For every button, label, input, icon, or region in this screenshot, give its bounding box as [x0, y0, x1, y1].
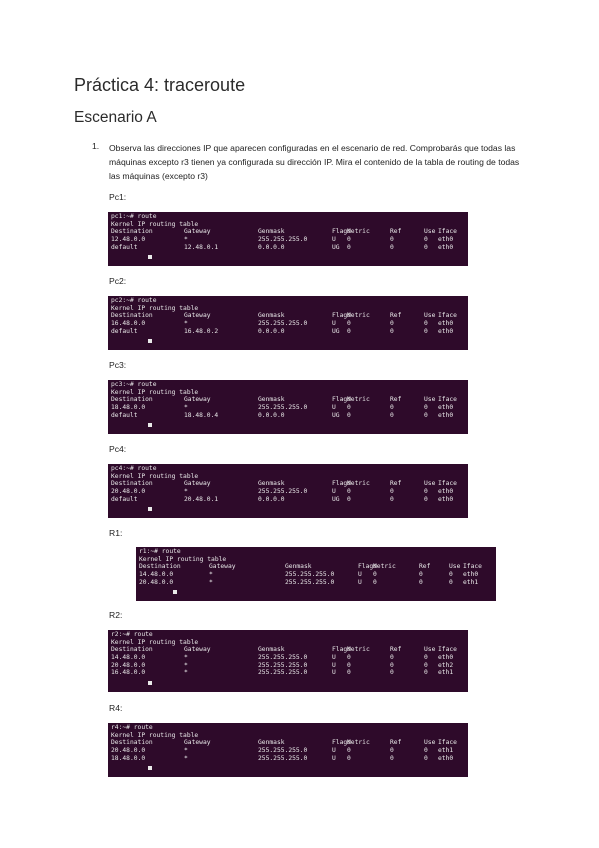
terminal-header-row	[111, 739, 465, 747]
machine-label: R2:	[109, 610, 123, 620]
cell-use: 0	[424, 661, 428, 669]
cell-iface: eth1	[438, 747, 454, 755]
cell-iface: eth0	[438, 320, 454, 328]
cell-gw: *	[209, 571, 213, 579]
cell-mask: 255.255.255.0	[258, 747, 308, 755]
cell-iface: eth0	[438, 488, 454, 496]
cell-mask: 255.255.255.0	[285, 571, 335, 579]
cell-ref: 0	[390, 243, 394, 251]
cell-flags: U	[358, 578, 362, 586]
cell-mask: 255.255.255.0	[258, 669, 308, 677]
terminal-prompt: r2:~# route	[111, 631, 153, 638]
cell-gw: *	[184, 404, 188, 412]
cell-iface: eth1	[463, 578, 479, 586]
cell-use: Use	[424, 646, 436, 654]
routing-row	[111, 496, 465, 504]
cell-ref: Ref	[390, 646, 402, 654]
terminal-prompt: pc4:~# route	[111, 465, 157, 472]
cell-gw: 20.48.0.1	[184, 495, 219, 503]
cell-gw: *	[184, 236, 188, 244]
cell-ref: 0	[419, 571, 423, 579]
cell-flags: Flags	[332, 739, 351, 747]
cell-iface: Iface	[438, 396, 457, 404]
cell-metric: Metric	[347, 739, 370, 747]
terminal-cursor-line	[139, 586, 493, 594]
cell-flags: U	[332, 404, 336, 412]
routing-row	[111, 244, 465, 252]
cell-flags: Flags	[332, 480, 351, 488]
cell-ref: 0	[390, 654, 394, 662]
cell-dest: 20.48.0.0	[111, 747, 146, 755]
cell-use: 0	[424, 404, 428, 412]
cell-dest: 16.48.0.0	[111, 669, 146, 677]
cell-dest: 12.48.0.0	[111, 236, 146, 244]
cell-iface: eth0	[438, 243, 454, 251]
cell-ref: 0	[390, 661, 394, 669]
terminal-prompt: pc1:~# route	[111, 213, 157, 220]
cell-iface: eth0	[438, 411, 454, 419]
cell-iface: eth0	[438, 236, 454, 244]
cell-dest: 14.48.0.0	[139, 571, 174, 579]
terminal-header-row	[111, 480, 465, 488]
cursor-icon	[148, 681, 152, 685]
cursor-icon	[148, 766, 152, 770]
cell-flags: U	[332, 488, 336, 496]
cell-dest: Destination	[111, 396, 153, 404]
cell-use: 0	[424, 669, 428, 677]
cell-iface: eth0	[438, 327, 454, 335]
cell-gw: *	[184, 669, 188, 677]
cell-flags: U	[332, 320, 336, 328]
cell-metric: 0	[347, 320, 351, 328]
routing-row	[111, 669, 465, 677]
cell-dest: 20.48.0.0	[111, 488, 146, 496]
cell-ref: Ref	[390, 480, 402, 488]
terminal-prompt: pc2:~# route	[111, 297, 157, 304]
cell-gw: *	[184, 661, 188, 669]
cell-dest: 16.48.0.0	[111, 320, 146, 328]
cell-ref: 0	[390, 669, 394, 677]
cell-mask: Genmask	[258, 396, 285, 404]
cell-gw: *	[184, 654, 188, 662]
cell-metric: 0	[347, 495, 351, 503]
routing-row	[111, 320, 465, 328]
cell-metric: Metric	[347, 228, 370, 236]
terminal-cursor-line	[111, 762, 465, 770]
cell-iface: Iface	[438, 228, 457, 236]
cell-gw: *	[184, 747, 188, 755]
terminal-kernel-line: Kernel IP routing table	[111, 731, 199, 739]
cell-dest: Destination	[111, 646, 153, 654]
cell-iface: eth2	[438, 661, 454, 669]
cursor-icon	[148, 423, 152, 427]
machine-label: Pc2:	[109, 276, 127, 286]
cell-ref: 0	[390, 404, 394, 412]
terminal-kernel-line: Kernel IP routing table	[139, 555, 227, 563]
cell-ref: 0	[390, 320, 394, 328]
cell-gw: *	[184, 488, 188, 496]
cell-metric: Metric	[373, 563, 396, 571]
cell-flags: U	[332, 236, 336, 244]
cell-metric: 0	[347, 243, 351, 251]
cursor-icon	[148, 339, 152, 343]
routing-row	[139, 571, 493, 579]
cell-gw: *	[209, 578, 213, 586]
cell-flags: UG	[332, 411, 340, 419]
cell-flags: U	[332, 654, 336, 662]
cell-use: Use	[449, 563, 461, 571]
section-heading: Escenario A	[74, 109, 157, 126]
cell-use: 0	[449, 578, 453, 586]
cell-flags: Flags	[332, 228, 351, 236]
cell-flags: UG	[332, 327, 340, 335]
cell-use: 0	[449, 571, 453, 579]
cursor-icon	[173, 590, 177, 594]
terminal-kernel-line: Kernel IP routing table	[111, 472, 199, 480]
cell-use: 0	[424, 654, 428, 662]
cell-mask: 0.0.0.0	[258, 495, 285, 503]
cell-gw: Gateway	[184, 396, 211, 404]
cell-use: 0	[424, 327, 428, 335]
terminal-screenshot	[108, 380, 468, 434]
cell-metric: 0	[347, 669, 351, 677]
cell-ref: Ref	[390, 396, 402, 404]
terminal-kernel-line: Kernel IP routing table	[111, 388, 199, 396]
cell-dest: 18.48.0.0	[111, 404, 146, 412]
cell-ref: 0	[390, 236, 394, 244]
cell-flags: U	[332, 661, 336, 669]
routing-row	[111, 404, 465, 412]
cell-iface: eth1	[438, 669, 454, 677]
cell-flags: Flags	[332, 396, 351, 404]
cell-flags: U	[332, 747, 336, 755]
machine-label: R1:	[109, 528, 123, 538]
cell-use: 0	[424, 411, 428, 419]
terminal-header-row	[139, 563, 493, 571]
cell-use: 0	[424, 236, 428, 244]
machine-label: Pc4:	[109, 444, 127, 454]
cell-metric: Metric	[347, 312, 370, 320]
terminal-screenshot	[108, 296, 468, 350]
cell-ref: 0	[390, 411, 394, 419]
cell-iface: Iface	[438, 739, 457, 747]
cell-metric: 0	[347, 404, 351, 412]
cell-ref: Ref	[390, 228, 402, 236]
cell-use: Use	[424, 396, 436, 404]
routing-row	[111, 328, 465, 336]
cell-iface: eth0	[438, 754, 454, 762]
cell-gw: Gateway	[209, 563, 236, 571]
cell-use: 0	[424, 320, 428, 328]
cell-ref: Ref	[419, 563, 431, 571]
cell-flags: UG	[332, 243, 340, 251]
cell-use: Use	[424, 739, 436, 747]
cell-metric: 0	[347, 661, 351, 669]
cell-mask: 255.255.255.0	[258, 654, 308, 662]
cell-gw: 18.48.0.4	[184, 411, 219, 419]
terminal-screenshot	[108, 630, 468, 692]
cell-gw: 16.48.0.2	[184, 327, 219, 335]
cell-mask: 255.255.255.0	[285, 578, 335, 586]
terminal-prompt: r1:~# route	[139, 548, 181, 555]
terminal-kernel-line: Kernel IP routing table	[111, 638, 199, 646]
cell-flags: Flags	[332, 646, 351, 654]
cell-dest: Destination	[111, 228, 153, 236]
cell-iface: Iface	[438, 646, 457, 654]
cell-flags: Flags	[358, 563, 377, 571]
routing-row	[139, 579, 493, 587]
machine-label: Pc3:	[109, 360, 127, 370]
cell-dest: default	[111, 495, 138, 503]
cell-ref: 0	[390, 327, 394, 335]
terminal-header-row	[111, 312, 465, 320]
cell-dest: default	[111, 327, 138, 335]
cell-iface: eth0	[438, 404, 454, 412]
cell-metric: Metric	[347, 480, 370, 488]
cell-dest: 20.48.0.0	[139, 578, 174, 586]
machine-label: R4:	[109, 703, 123, 713]
machine-label: Pc1:	[109, 192, 127, 202]
cell-ref: 0	[390, 754, 394, 762]
routing-row	[111, 755, 465, 763]
page-title: Práctica 4: traceroute	[74, 75, 246, 95]
cell-use: 0	[424, 243, 428, 251]
cell-gw: Gateway	[184, 480, 211, 488]
cell-flags: Flags	[332, 312, 351, 320]
cursor-icon	[148, 507, 152, 511]
terminal-cursor-line	[111, 419, 465, 427]
terminal-header-row	[111, 396, 465, 404]
terminal-screenshot	[136, 547, 496, 601]
cell-dest: 20.48.0.0	[111, 661, 146, 669]
cell-iface: eth0	[438, 495, 454, 503]
cell-dest: Destination	[139, 563, 181, 571]
cell-gw: 12.48.0.1	[184, 243, 219, 251]
cell-mask: 0.0.0.0	[258, 243, 285, 251]
terminal-screenshot	[108, 212, 468, 266]
cell-flags: U	[358, 571, 362, 579]
cell-dest: Destination	[111, 312, 153, 320]
cell-use: 0	[424, 754, 428, 762]
cell-metric: 0	[347, 327, 351, 335]
cell-dest: Destination	[111, 739, 153, 747]
cell-iface: Iface	[438, 480, 457, 488]
cell-use: Use	[424, 480, 436, 488]
routing-row	[111, 412, 465, 420]
cursor-icon	[148, 255, 152, 259]
cell-dest: 18.48.0.0	[111, 754, 146, 762]
cell-use: Use	[424, 312, 436, 320]
cell-gw: Gateway	[184, 646, 211, 654]
terminal-cursor-line	[111, 503, 465, 511]
cell-flags: U	[332, 669, 336, 677]
cell-metric: 0	[347, 654, 351, 662]
cell-mask: 255.255.255.0	[258, 236, 308, 244]
cell-use: Use	[424, 228, 436, 236]
cell-dest: Destination	[111, 480, 153, 488]
cell-iface: eth0	[463, 571, 479, 579]
cell-metric: 0	[347, 411, 351, 419]
cell-gw: Gateway	[184, 739, 211, 747]
terminal-header-row	[111, 646, 465, 654]
cell-mask: 255.255.255.0	[258, 404, 308, 412]
cell-ref: 0	[390, 488, 394, 496]
routing-row	[111, 236, 465, 244]
cell-mask: 255.255.255.0	[258, 661, 308, 669]
cell-mask: 255.255.255.0	[258, 320, 308, 328]
cell-mask: Genmask	[258, 228, 285, 236]
cell-mask: 255.255.255.0	[258, 488, 308, 496]
cell-iface: eth0	[438, 654, 454, 662]
terminal-cursor-line	[111, 335, 465, 343]
terminal-screenshot	[108, 723, 468, 777]
cell-mask: Genmask	[258, 646, 285, 654]
cell-dest: default	[111, 411, 138, 419]
cell-metric: 0	[347, 754, 351, 762]
cell-mask: Genmask	[258, 480, 285, 488]
cell-mask: Genmask	[258, 312, 285, 320]
routing-row	[111, 488, 465, 496]
cell-metric: Metric	[347, 396, 370, 404]
cell-mask: Genmask	[285, 563, 312, 571]
cell-gw: Gateway	[184, 312, 211, 320]
cell-flags: U	[332, 754, 336, 762]
cell-metric: Metric	[347, 646, 370, 654]
routing-row	[111, 747, 465, 755]
cell-dest: 14.48.0.0	[111, 654, 146, 662]
list-number: 1.	[92, 141, 100, 151]
instruction-paragraph: Observa las direcciones IP que aparecen configuradas en el escenario de red. Comprobarás que todas las máquinas excepto r3 tienen ya configurada su dirección IP. Mira el contenido de la tabla de routing de todas las máquinas (excepto r3)	[109, 143, 520, 182]
terminal-prompt: r4:~# route	[111, 724, 153, 731]
cell-use: 0	[424, 488, 428, 496]
cell-iface: Iface	[438, 312, 457, 320]
cell-use: 0	[424, 495, 428, 503]
cell-ref: Ref	[390, 312, 402, 320]
cell-use: 0	[424, 747, 428, 755]
terminal-kernel-line: Kernel IP routing table	[111, 220, 199, 228]
cell-metric: 0	[373, 578, 377, 586]
cell-flags: UG	[332, 495, 340, 503]
terminal-prompt: pc3:~# route	[111, 381, 157, 388]
cell-metric: 0	[373, 571, 377, 579]
terminal-header-row	[111, 228, 465, 236]
routing-row	[111, 662, 465, 670]
cell-metric: 0	[347, 488, 351, 496]
cell-gw: Gateway	[184, 228, 211, 236]
terminal-cursor-line	[111, 251, 465, 259]
cell-mask: 255.255.255.0	[258, 754, 308, 762]
cell-mask: Genmask	[258, 739, 285, 747]
cell-ref: Ref	[390, 739, 402, 747]
cell-ref: 0	[419, 578, 423, 586]
terminal-cursor-line	[111, 677, 465, 685]
cell-gw: *	[184, 320, 188, 328]
cell-gw: *	[184, 754, 188, 762]
cell-mask: 0.0.0.0	[258, 327, 285, 335]
cell-metric: 0	[347, 236, 351, 244]
cell-ref: 0	[390, 747, 394, 755]
terminal-screenshot	[108, 464, 468, 518]
routing-row	[111, 654, 465, 662]
cell-dest: default	[111, 243, 138, 251]
terminal-kernel-line: Kernel IP routing table	[111, 304, 199, 312]
cell-mask: 0.0.0.0	[258, 411, 285, 419]
cell-ref: 0	[390, 495, 394, 503]
cell-metric: 0	[347, 747, 351, 755]
cell-iface: Iface	[463, 563, 482, 571]
